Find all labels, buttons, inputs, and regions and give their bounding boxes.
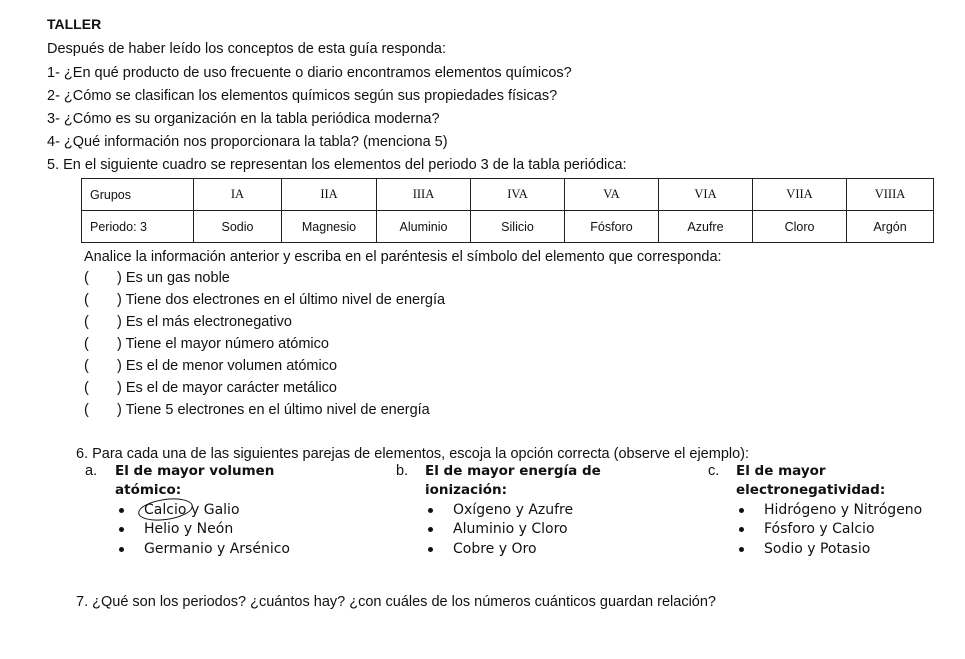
table-cell: Azufre xyxy=(659,211,753,243)
table-cell: Cloro xyxy=(753,211,847,243)
table-cell: IA xyxy=(194,179,282,211)
list-item: ) Tiene el mayor número atómico xyxy=(117,336,329,352)
paren-open: ( xyxy=(84,292,89,308)
table-cell: VIIA xyxy=(753,179,847,211)
list-item: Cobre y Oro xyxy=(453,541,537,557)
period-3-table xyxy=(81,178,934,243)
table-cell: IIIA xyxy=(377,179,471,211)
table-cell: Magnesio xyxy=(282,211,377,243)
answer-calcio: Calcio xyxy=(144,502,187,518)
bullet-icon xyxy=(739,547,744,552)
question-5: 5. En el siguiente cuadro se representan los elementos del periodo 3 de la tabla periódica: xyxy=(47,157,627,173)
bullet-icon xyxy=(739,527,744,532)
paren-open: ( xyxy=(84,380,89,396)
table-cell: VA xyxy=(565,179,659,211)
bullet-icon xyxy=(428,527,433,532)
table-cell: Silicio xyxy=(471,211,565,243)
list-item: Oxígeno y Azufre xyxy=(453,502,574,518)
paren-open: ( xyxy=(84,270,89,286)
list-item: Sodio y Potasio xyxy=(764,541,871,557)
document-title: TALLER xyxy=(47,16,102,32)
question-4: 4- ¿Qué información nos proporcionara la tabla? (menciona 5) xyxy=(47,134,448,150)
option-c-label-cont: electronegatividad: xyxy=(736,482,886,498)
table-cell: Periodo: 3 xyxy=(82,211,194,243)
table-cell: Grupos xyxy=(82,179,194,211)
list-item: ) Tiene dos electrones en el último nivel de energía xyxy=(117,292,446,308)
question-2: 2- ¿Cómo se clasifican los elementos químicos según sus propiedades físicas? xyxy=(47,88,558,104)
bullet-icon xyxy=(119,547,124,552)
paren-open: ( xyxy=(84,358,89,374)
option-b-letter: b. xyxy=(396,463,409,479)
table-cell: Sodio xyxy=(194,211,282,243)
option-a-label: El de mayor volumen xyxy=(115,463,275,479)
list-item: ) Es el de menor volumen atómico xyxy=(117,358,338,374)
bullet-icon xyxy=(428,508,433,513)
option-a-letter: a. xyxy=(85,463,98,479)
table-cell: IIA xyxy=(282,179,377,211)
bullet-icon xyxy=(119,527,124,532)
paren-open: ( xyxy=(84,314,89,330)
list-item: ) Tiene 5 electrones en el último nivel de energía xyxy=(117,402,430,418)
list-item: Germanio y Arsénico xyxy=(144,541,290,557)
table-cell: Fósforo xyxy=(565,211,659,243)
list-item: Helio y Neón xyxy=(144,521,234,537)
list-item: ) Es un gas noble xyxy=(117,270,230,286)
analyze-instruction: Analice la información anterior y escriba en el paréntesis el símbolo del elemento que corresponda: xyxy=(84,249,722,265)
option-b-label-cont: ionización: xyxy=(425,482,508,498)
paren-open: ( xyxy=(84,402,89,418)
table-cell: IVA xyxy=(471,179,565,211)
bullet-icon xyxy=(739,508,744,513)
list-item: ) Es el más electronegativo xyxy=(117,314,292,330)
option-c-label: El de mayor xyxy=(736,463,826,479)
table-header-row xyxy=(82,179,934,211)
table-row xyxy=(82,211,934,243)
table-cell: Argón xyxy=(847,211,934,243)
bullet-icon xyxy=(119,508,124,513)
question-7: 7. ¿Qué son los periodos? ¿cuántos hay? ¿con cuáles de los números cuánticos guardan relación? xyxy=(76,594,716,610)
question-3: 3- ¿Cómo es su organización en la tabla periódica moderna? xyxy=(47,111,440,127)
option-c-letter: c. xyxy=(708,463,720,479)
list-item: Fósforo y Calcio xyxy=(764,521,875,537)
option-a-label-cont: atómico: xyxy=(115,482,182,498)
option-b-label: El de mayor energía de xyxy=(425,463,601,479)
question-6: 6. Para cada una de las siguientes parejas de elementos, escoja la opción correcta (observe el ejemplo): xyxy=(76,446,750,462)
intro-text: Después de haber leído los conceptos de esta guía responda: xyxy=(47,41,447,57)
list-item: Hidrógeno y Nitrógeno xyxy=(764,502,923,518)
list-item: Aluminio y Cloro xyxy=(453,521,568,537)
list-item: ) Es el de mayor carácter metálico xyxy=(117,380,337,396)
list-item: y Galio xyxy=(191,502,240,518)
paren-open: ( xyxy=(84,336,89,352)
table-cell: Aluminio xyxy=(377,211,471,243)
question-1: 1- ¿En qué producto de uso frecuente o diario encontramos elementos químicos? xyxy=(47,65,572,81)
table-cell: VIIIA xyxy=(847,179,934,211)
bullet-icon xyxy=(428,547,433,552)
table-cell: VIA xyxy=(659,179,753,211)
